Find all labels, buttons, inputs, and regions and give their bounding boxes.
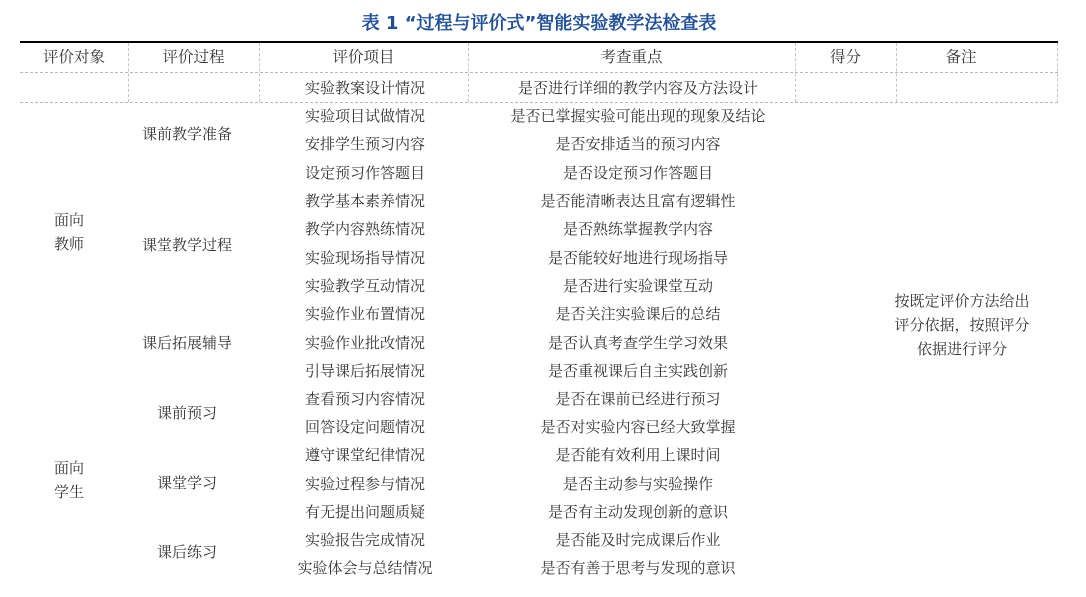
focus-cell: 是否重视课后自主实践创新	[547, 361, 728, 380]
focus-cell: 是否能及时完成课后作业	[555, 530, 721, 549]
header-evaluation-object: 评价对象	[42, 48, 105, 67]
header-bottom-rule	[20, 72, 1058, 73]
table-title: 表 1 “过程与评价式”智能实验教学法检查表	[361, 13, 717, 34]
stage-label: 课后拓展辅导	[141, 333, 232, 352]
first-row-bottom-rule	[20, 102, 1058, 103]
column-divider	[1057, 43, 1058, 102]
group-label-line: 面向	[53, 459, 84, 477]
focus-cell: 是否能较好地进行现场指导	[547, 248, 728, 267]
evaluation-item-cell: 实验过程参与情况	[304, 474, 425, 493]
stage-label: 课堂教学过程	[141, 235, 232, 254]
remark-line: 评分依据，按照评分	[894, 316, 1030, 334]
focus-cell: 是否对实验内容已经大致掌握	[540, 417, 736, 436]
evaluation-item-cell: 实验教学互动情况	[304, 276, 425, 295]
group-label-line: 学生	[53, 483, 84, 501]
focus-cell: 是否在课前已经进行预习	[555, 389, 721, 408]
group-label-line: 面向	[53, 211, 84, 229]
group-teacher	[20, 205, 118, 259]
evaluation-item-cell: 回答设定问题情况	[304, 417, 425, 436]
focus-cell: 是否进行详细的教学内容及方法设计	[517, 78, 758, 97]
remark-line: 按既定评价方法给出	[894, 292, 1030, 310]
header-score: 得分	[829, 48, 861, 67]
table-top-rule	[20, 41, 1058, 43]
remark-line: 依据进行评分	[916, 340, 1007, 358]
focus-cell: 是否能有效利用上课时间	[555, 445, 721, 464]
focus-cell: 是否能清晰表达且富有逻辑性	[540, 191, 736, 210]
stage-label: 课堂学习	[156, 473, 217, 492]
header-evaluation-process: 评价过程	[162, 48, 225, 67]
evaluation-item-cell: 安排学生预习内容	[304, 134, 425, 153]
focus-cell: 是否认真考查学生学习效果	[547, 333, 728, 352]
stage-label: 课后练习	[156, 542, 217, 561]
evaluation-item-cell: 设定预习作答题目	[304, 163, 425, 182]
evaluation-item-cell: 实验作业布置情况	[304, 304, 425, 323]
focus-cell: 是否有善于思考与发现的意识	[540, 558, 736, 577]
evaluation-item-cell: 实验体会与总结情况	[297, 558, 433, 577]
header-focus: 考查重点	[600, 48, 663, 67]
evaluation-item-cell: 有无提出问题质疑	[304, 502, 425, 521]
group-student	[20, 453, 118, 507]
focus-cell: 是否有主动发现创新的意识	[547, 502, 728, 521]
focus-cell: 是否已掌握实验可能出现的现象及结论	[510, 106, 766, 125]
evaluation-item-cell: 实验报告完成情况	[304, 530, 425, 549]
focus-cell: 是否关注实验课后的总结	[555, 304, 721, 323]
evaluation-item-cell: 教学内容熟练情况	[304, 219, 425, 238]
evaluation-item-cell: 实验项目试做情况	[304, 106, 425, 125]
focus-cell: 是否设定预习作答题目	[562, 163, 713, 182]
remarks-cell	[878, 288, 1046, 362]
focus-cell: 是否进行实验课堂互动	[562, 276, 713, 295]
stage-label: 课前预习	[156, 403, 217, 422]
stage-label: 课前教学准备	[141, 124, 232, 143]
focus-cell: 是否主动参与实验操作	[562, 474, 713, 493]
evaluation-item-cell: 查看预习内容情况	[304, 389, 425, 408]
evaluation-item-cell: 实验作业批改情况	[304, 333, 425, 352]
header-remarks: 备注	[945, 48, 977, 67]
evaluation-item-cell: 引导课后拓展情况	[304, 361, 425, 380]
evaluation-item-cell: 遵守课堂纪律情况	[304, 445, 425, 464]
focus-cell: 是否熟练掌握教学内容	[562, 219, 713, 238]
evaluation-item-cell: 实验教案设计情况	[304, 78, 425, 97]
focus-cell: 是否安排适当的预习内容	[555, 134, 721, 153]
evaluation-item-cell: 实验现场指导情况	[304, 248, 425, 267]
group-label-line: 教师	[53, 235, 84, 253]
evaluation-item-cell: 教学基本素养情况	[304, 191, 425, 210]
header-evaluation-item: 评价项目	[332, 48, 395, 67]
